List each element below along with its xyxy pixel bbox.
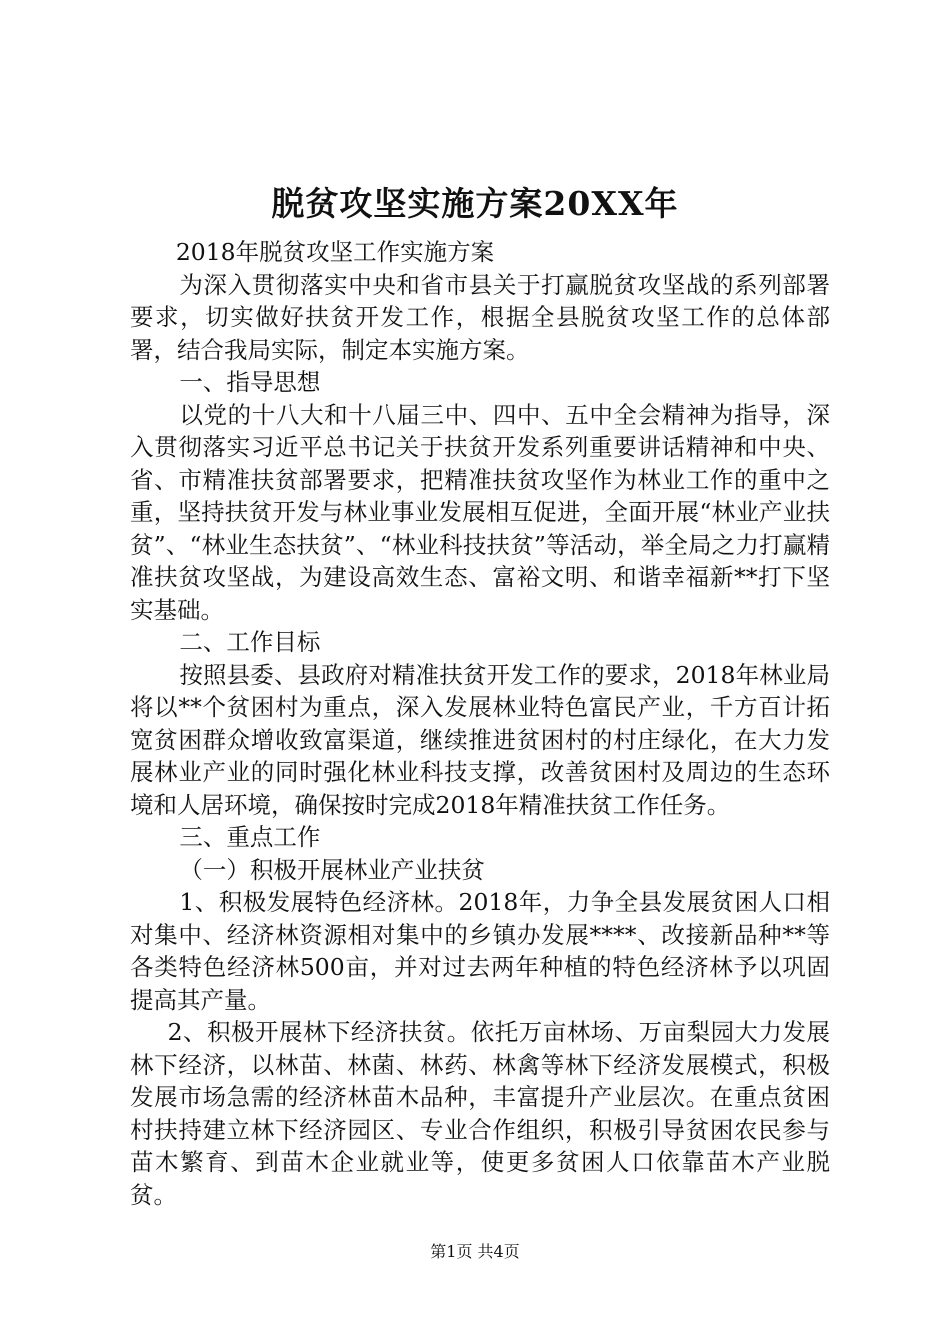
subsection-heading-forestry-industry: （一）积极开展林业产业扶贫 bbox=[179, 855, 485, 884]
section-heading-guiding-ideology: 一、指导思想 bbox=[179, 368, 321, 396]
intro-paragraph: 为深入贯彻落实中央和省市县关于打赢脱贫攻坚战的系列部署要求，切实做好扶贫开发工作，根据全县脱贫攻坚工作的总体部署，结合我局实际，制定本实施方案。 bbox=[130, 270, 830, 364]
item-paragraph-economic-forest: 1、积极发展特色经济林。2018年，力争全县发展贫困人口相对集中、经济林资源相对集中的乡镇办发展****、改接新品种**等各类特色经济林500亩，并对过去两年种植的特色经济林予以巩固提高其产量。 bbox=[130, 888, 830, 1014]
document-body bbox=[130, 236, 830, 1211]
work-goals-paragraph: 按照县委、县政府对精准扶贫开发工作的要求，2018年林业局将以**个贫困村为重点，深入发展林业特色富民产业，千方百计拓宽贫困群众增收致富渠道，继续推进贫困村的村庄绿化，在大力发展林业产业的同时强化林业科技支撑，改善贫困村及周边的生态环境和人居环境，确保按时完成2018年精准扶贫工作任务。 bbox=[130, 660, 830, 819]
section-heading-work-goals: 二、工作目标 bbox=[179, 628, 321, 656]
document-subtitle: 2018年脱贫攻坚工作实施方案 bbox=[175, 238, 495, 266]
page-footer: 第1页 共4页 bbox=[430, 1242, 520, 1261]
document-title: 脱贫攻坚实施方案20XX年 bbox=[271, 184, 679, 223]
section-heading-key-work: 三、重点工作 bbox=[179, 823, 321, 851]
item-paragraph-understory-economy: 2、积极开展林下经济扶贫。依托万亩林场、万亩梨园大力发展林下经济，以林苗、林菌、林药、林禽等林下经济发展模式，积极发展市场急需的经济林苗木品种，丰富提升产业层次。在重点贫困村扶持建立林下经济园区、专业合作组织，积极引导贫困农民参与苗木繁育、到苗木企业就业等，使更多贫困人口依靠苗木产业脱贫。 bbox=[130, 1018, 830, 1209]
guiding-ideology-paragraph: 以党的十八大和十八届三中、四中、五中全会精神为指导，深入贯彻落实习近平总书记关于扶贫开发系列重要讲话精神和中央、省、市精准扶贫部署要求，把精准扶贫攻坚作为林业工作的重中之重，坚持扶贫开发与林业事业发展相互促进，全面开展“林业产业扶贫”、“林业生态扶贫”、“林业科技扶贫”等活动，举全局之力打赢精准扶贫攻坚战，为建设高效生态、富裕文明、和谐幸福新**打下坚实基础。 bbox=[130, 400, 830, 624]
